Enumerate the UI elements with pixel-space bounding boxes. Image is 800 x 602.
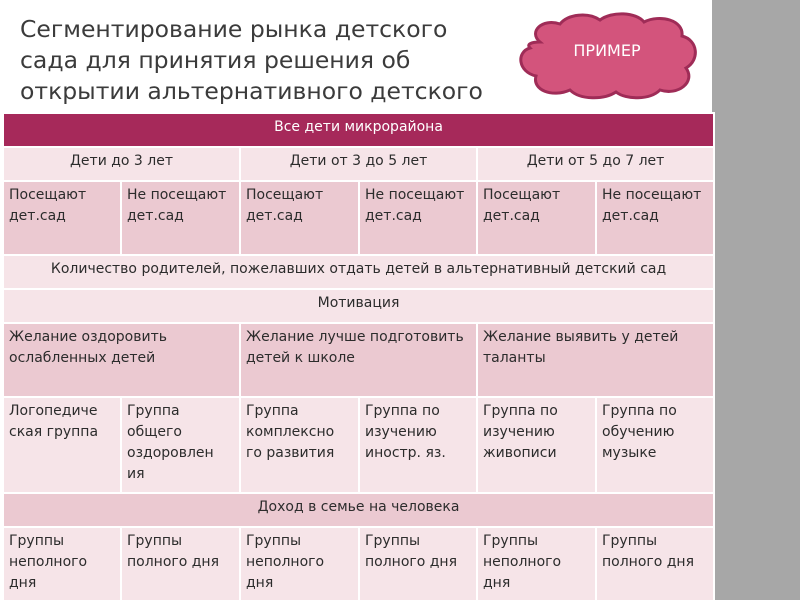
motivation-cell: Желание оздоровить ослабленных детей bbox=[3, 323, 240, 397]
group-cell: Группа общего оздоровлен ия bbox=[121, 397, 240, 493]
attendance-cell: Не посещают дет.сад bbox=[121, 181, 240, 255]
motivation-row bbox=[3, 323, 714, 397]
example-badge: ПРИМЕР bbox=[573, 41, 641, 60]
age-groups-row bbox=[3, 147, 714, 181]
side-strip bbox=[712, 0, 800, 600]
parents-count-cell: Количество родителей, пожелавших отдать детей в альтернативный детский сад bbox=[3, 255, 714, 289]
income-group-cell: Группы неполного дня bbox=[240, 527, 359, 601]
attendance-cell: Посещают дет.сад bbox=[477, 181, 596, 255]
table-header-row bbox=[3, 113, 714, 147]
income-groups-row bbox=[3, 527, 714, 601]
income-group-cell: Группы полного дня bbox=[121, 527, 240, 601]
group-cell: Группа по обучению музыке bbox=[596, 397, 714, 493]
age-group-cell: Дети до 3 лет bbox=[3, 147, 240, 181]
group-cell: Логопедиче ская группа bbox=[3, 397, 121, 493]
attendance-cell: Не посещают дет.сад bbox=[359, 181, 477, 255]
group-cell: Группа по изучению иностр. яз. bbox=[359, 397, 477, 493]
income-group-cell: Группы неполного дня bbox=[3, 527, 121, 601]
motivation-header-row bbox=[3, 289, 714, 323]
group-cell: Группа по изучению живописи bbox=[477, 397, 596, 493]
attendance-cell: Посещают дет.сад bbox=[240, 181, 359, 255]
attendance-cell: Посещают дет.сад bbox=[3, 181, 121, 255]
income-group-cell: Группы неполного дня bbox=[477, 527, 596, 601]
all-children-header: Все дети микрорайона bbox=[3, 113, 714, 147]
page-title: Сегментирование рынка детского сада для принятия решения об открытии альтернативного детского bbox=[20, 15, 483, 105]
motivation-cell: Желание выявить у детей таланты bbox=[477, 323, 714, 397]
segmentation-table bbox=[2, 112, 715, 602]
income-header: Доход в семье на человека bbox=[3, 493, 714, 527]
attendance-row bbox=[3, 181, 714, 255]
parents-row bbox=[3, 255, 714, 289]
motivation-header: Мотивация bbox=[3, 289, 714, 323]
group-cell: Группа комплексно го развития bbox=[240, 397, 359, 493]
income-header-row bbox=[3, 493, 714, 527]
groups-row bbox=[3, 397, 714, 493]
income-group-cell: Группы полного дня bbox=[359, 527, 477, 601]
age-group-cell: Дети от 3 до 5 лет bbox=[240, 147, 477, 181]
motivation-cell: Желание лучше подготовить детей к школе bbox=[240, 323, 477, 397]
age-group-cell: Дети от 5 до 7 лет bbox=[477, 147, 714, 181]
income-group-cell: Группы полного дня bbox=[596, 527, 714, 601]
attendance-cell: Не посещают дет.сад bbox=[596, 181, 714, 255]
